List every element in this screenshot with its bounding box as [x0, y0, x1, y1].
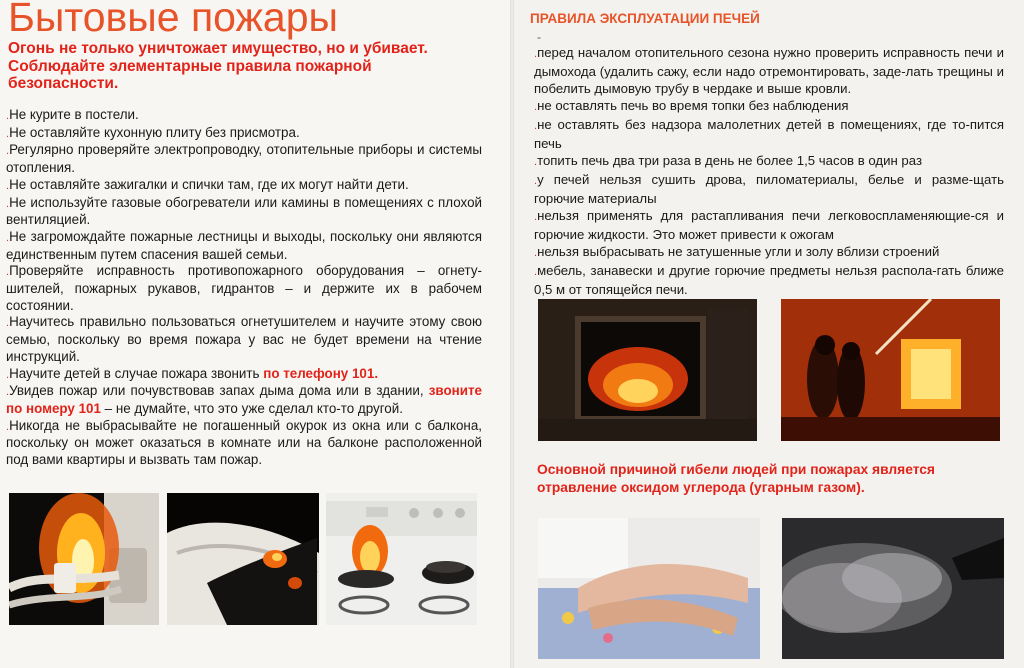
rule-text: Не оставляйте кухонную плиту без присмотра.: [9, 124, 300, 140]
photo-smoke: [782, 518, 1004, 659]
rule-text: Не оставляйте зажигалки и спички там, где их могут найти дети.: [9, 176, 409, 192]
stove-rule-item: [534, 171, 1004, 207]
rule-text: Увидев пожар или почувствовав запах дыма дома или в здании,: [9, 383, 429, 399]
photo-burning-outlet: [9, 493, 159, 625]
rule-item: [6, 125, 482, 143]
rule-item: [6, 366, 482, 384]
bullet-marker: .: [6, 317, 10, 330]
bullet-marker: .: [6, 368, 10, 381]
bullet-marker: .: [6, 197, 10, 210]
stove-rule-text: не оставлять печь во время топки без наблюдения: [537, 98, 849, 113]
bullet-marker: .: [6, 179, 10, 192]
stove-rule-item: [534, 152, 1004, 171]
stove-rule-item: [534, 207, 1004, 243]
rule-text-continued: – не думайте, что это уже сделал кто-то другой.: [100, 400, 403, 416]
stove-rule-text: топить печь два три раза в день не более 1,5 часов в один раз: [537, 153, 922, 168]
bullet-marker: .: [534, 266, 538, 278]
bullet-marker: .: [6, 420, 10, 433]
emergency-number: по телефону 101.: [263, 365, 379, 381]
rule-item: [6, 142, 482, 176]
rule-item: [6, 195, 482, 229]
intro-warning: Огонь не только уничтожает имущество, но и убивает. Соблюдайте элементарные правила пожарной безопасности.: [8, 40, 428, 92]
stove-rule-item: [534, 97, 1004, 116]
bullet-marker: .: [6, 110, 10, 122]
bullet-marker: .: [6, 127, 10, 140]
stove-rule-text: у печей нельзя сушить дрова, пиломатериалы, белье и разме-щать горючие материалы: [534, 172, 1004, 206]
bullet-marker: .: [534, 156, 538, 168]
bullet-marker: .: [6, 145, 10, 158]
rule-text: Научите детей в случае пожара звонить: [9, 365, 264, 381]
bullet-marker: .: [6, 386, 10, 399]
bullet-marker: .: [534, 247, 538, 259]
photo-burning-stove: [538, 299, 757, 441]
title-dash: -: [537, 30, 541, 44]
photo-firefighters: [781, 299, 1000, 441]
stove-rule-item: [534, 116, 1004, 152]
stove-rule-item: [534, 243, 1004, 262]
stove-rule-text: не оставлять без надзора малолетних детей в помещениях, где то-пится печь: [534, 117, 1004, 151]
stove-rule-text: нельзя выбрасывать не затушенные угли и золу вблизи строений: [537, 244, 940, 259]
stove-rule-item: [534, 262, 1004, 298]
rule-item: [6, 263, 482, 314]
fire-safety-rules-list: [6, 107, 482, 469]
page-fold: [510, 0, 514, 668]
rule-text: Научитесь правильно пользоваться огнетушителем и научите этому свою семью, поскольку во время пожара у вас не будет времени на чтение инструкций.: [6, 314, 482, 364]
photo-burning-pillow: [167, 493, 319, 625]
bullet-marker: .: [6, 266, 10, 279]
stove-rules-list: [534, 44, 1004, 298]
bullet-marker: .: [534, 120, 538, 132]
rule-text: Никогда не выбрасывайте не погашенный окурок из окна или с балкона, поскольку он может оказаться в комнате или на балконе расположенной под вами квартиры и вызвать там пожар.: [6, 417, 482, 468]
bullet-marker: .: [534, 175, 538, 187]
rule-item: [6, 314, 482, 365]
stove-rule-text: нельзя применять для растапливания печи легковоспламеняющие-ся и горючие жидкости. Это может привести к ожогам: [534, 208, 1004, 242]
rule-text: Не используйте газовые обогреватели или камины в помещениях с плохой вентиляцией.: [6, 194, 482, 228]
bullet-marker: .: [6, 231, 10, 244]
carbon-monoxide-warning: Основной причиной гибели людей при пожарах является отравление оксидом углерода (угарным газом).: [537, 462, 935, 495]
rule-item: [6, 177, 482, 195]
page-title: Бытовые пожары: [8, 0, 338, 40]
stove-rule-text: мебель, занавески и другие горючие предметы нельзя распола-гать ближе 0,5 м от топящейся печи.: [534, 263, 1004, 297]
rule-item: [6, 418, 482, 469]
stove-rules-title: ПРАВИЛА ЭКСПЛУАТАЦИИ ПЕЧЕЙ: [530, 11, 760, 26]
rule-text: Проверяйте исправность противопожарного оборудования – огнету-шителей, пожарных рукавов, гидрантов – и держите их в рабочем состоянии.: [6, 263, 482, 313]
rule-item: [6, 107, 482, 125]
emergency-number: звоните по номеру 101: [6, 383, 482, 416]
rule-text: Не загромождайте пожарные лестницы и выходы, поскольку они являются единственным путем спасения вашей семьи.: [6, 228, 482, 262]
rule-text: Регулярно проверяйте электропроводку, отопительные приборы и системы отопления.: [6, 142, 482, 176]
bullet-marker: .: [534, 48, 538, 60]
rule-item: [6, 383, 482, 417]
rule-item: [6, 229, 482, 263]
photo-stove-fire: [326, 493, 477, 625]
stove-rule-item: [534, 44, 1004, 97]
bullet-marker: .: [534, 211, 538, 223]
bullet-marker: .: [534, 101, 538, 113]
photo-hands-care: [538, 518, 760, 659]
rule-text: Не курите в постели.: [9, 107, 139, 122]
stove-rule-text: перед началом отопительного сезона нужно проверить исправность печи и дымохода (удалить сажу, если надо отремонтировать, заде-лать трещины и побелить дымовую трубу в чердаке и выше кровли.: [534, 45, 1004, 96]
